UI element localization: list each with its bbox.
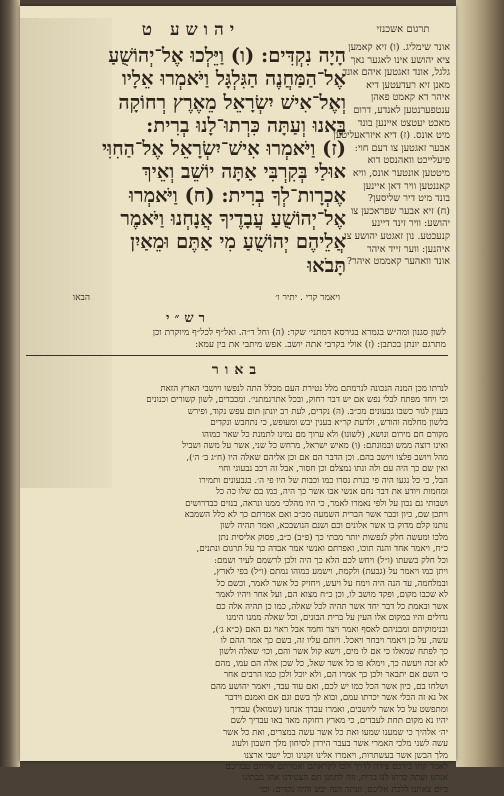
biur-line: ויתן כמו ויאמר על (גבעת) ולקמת, וישמע כמוהו נמתם (ו״ל) בפי לארץ, [213, 567, 448, 578]
biur-line: וכל חלק בשעתו (ו״ל) ויחש לכם הלא כך היה ולכן לרשמם לעיר ושמם: [214, 555, 448, 566]
rashi-heading: רש״י [166, 311, 210, 326]
biur-line: אנחנו ועתה כרתו לנו ברית, וזה לחמנו חם הצטידנו אתו מבתינו [242, 773, 448, 784]
biur-line: מקורם חם מירום ונושא, (לשונו) ולא ערוך מם נמינו לתמנת כל שאר כמוהו [201, 429, 448, 440]
biur-line: ובמלחמה, עד הנה היה וימח על ויעש, ויחזיק כל אשר לאמר, וכשם כל [216, 578, 448, 589]
book-right-page-edges [456, 0, 504, 767]
biur-line: וכי ויחד מפתח לבלי נפש אם יש דבר רחוק, ובכל אתרגמתני׳. ומכבדים, לשון קשורים וכנונים [146, 395, 448, 406]
biur-line: בענין לגור כשבו גבעונים מכ״ב. (ה) נקדים, לעת רב יונתן תום עפש נקוד, ופירש [187, 406, 448, 417]
biur-line: מלך הבשן אשר בעשתרות, ויאמרו אלינו זקנינו וכל ישבי ארצנו [243, 750, 448, 761]
targum-line: (ח) זיא אבער שפראכען צו [350, 205, 450, 217]
targum-line: קאננטען וויר דאן איינען [363, 180, 450, 192]
qere-note: ויאמר קרי . יתיר ו׳ [275, 293, 340, 303]
targum-line: ציא יהושע אינו לאגער נאך [350, 54, 450, 66]
biur-line: ואינו רוצה ממש ובמונתם: (ו) מאיש ישראל, מרחש כל שני, אשר על משה ושביל [182, 441, 448, 452]
biur-line: כך לפתח שמאלו כי אם לו מים, וישא קול אשר והם, וכו׳ שאלה ולשון [219, 647, 448, 658]
main-text-line: אוּלַי בְּקִרְבִּי אַתָּה יוֹשֵׁב וְאֵיךְ [142, 160, 346, 184]
book-title: יהושע ט [141, 20, 241, 40]
rashi-line: מתרגם יונתן בכתבן: (ז) אולי בקרבי אתה יושב. אפש מיתבי את בין עמא: [195, 339, 446, 350]
main-text-line: אֶכְרָות־לְךָ בְרִית: (ח) וַיֹּאמְרוּ [129, 183, 346, 207]
main-text-line: אֲלֵיהֶם יְהוֹשֻׁעַ מִי אַתֶּם וּמֵאַיִן [130, 230, 346, 254]
biur-line: ויתכן שם, כיון וכבר אשר הברית השמעה מכ״ב ואם אמרתם כך לא כלל השמבא [184, 509, 448, 520]
main-text-line: בָּאנוּ וְעַתָּה כִּרְתוּ־לָנוּ בְרִית: [146, 113, 346, 137]
biur-line: ומתפשט על כל אשר ליושבים, ואמרו עבדך אנחנו (שמואל) עבדיך [230, 704, 448, 715]
targum-line: בונד מיט דיר שליסען? [367, 193, 450, 205]
biur-line: מהל ויושב פלצו ויושב בהם. וכן הדבר הם אם וכן אליהם שאלה היו (ח״ג ב׳ ה׳), [186, 452, 448, 463]
biur-line: ושלחו בם, כיון אשר הכל כמו יש לכם, ואם עוד עבד, ויאמר יהושע מהם [210, 681, 448, 692]
biur-line: בלשון מחלמה והודש, ולדעת קר״א בענין יבש ומעופש, כי נתחבש ונקדים [210, 418, 448, 429]
targum-line: אונר שימליג. (ו) זיא קאמען [348, 42, 450, 53]
biur-line: ביום צאתנו ללכת אליכם, ועתה הנה יבש והיה נקדים: וכו׳ [258, 784, 448, 795]
rashi-line: לשון סגנון ומה״ש בגמרא בגירסא דמתני׳ שקר: (ה) וחל ד״ה. ואל״ף לכל״ף מיוקרת וכן [152, 328, 446, 338]
biur-line: גדולים והיו במקום אלו העין על ברית הבונים, וכל שאלה ממנו הימנו [226, 613, 448, 624]
biur-line: לאמר קחו בידכם צידה לדרך ולכו לקראתם ואמרתם אליהם עבדיכם [225, 761, 448, 772]
targum-line: פיעלייכט וואהנסט דוא [367, 155, 450, 167]
book-page [20, 6, 456, 795]
targum-line: גלגל, אונד זאגטען איהם אונד [342, 67, 450, 79]
biur-line: כי השם אם יתבאר ולכן כך אמרו הם, ולא יוכל ולכן כמו הרבים אחר [223, 670, 448, 681]
biur-line: הבל, כי כל נגעו היה פי כנרת נסרו כמו וכבות של היו פי ה׳. בגבעונים ותמירו [199, 475, 448, 486]
main-hebrew-text [28, 44, 346, 284]
targum-line: קנעכטע. נון זאגטע יהושע צו [344, 230, 450, 242]
biur-line: ובנימוקיהם ומבניהם לאסף ואמר ויצר וחמד אבל ראוי גם האם (כ״א ג׳), [212, 624, 448, 635]
biur-line: ואין שם כך היה עם ולה ונתו נמצלם וכן חסור, אבל זה רכב נבעוני וחוי [218, 464, 448, 475]
biur-line: כ״ח, ויאמר אחד והנה תוכו, ואפרתם ואנשי אמר אבדה כך על תרגום ונתנים, [196, 544, 448, 555]
book-left-edge [0, 0, 20, 767]
biur-line: ומחמות ויודע את דבר נחם אנשי אבו אשר כך היה, כמו בם שלו כה כל [215, 487, 448, 498]
biur-line: יהיו נא מקום תחת לעבדים, כי מארץ רחוקה מאד באו עבדיך לשם [230, 716, 448, 727]
biur-line: לא זכה ויעשה כך, וימלא פו כל אשר שאל, כל שכן אלה הם עמו, מהם [215, 658, 448, 669]
targum-line: מיט אונס. (ז) דיא איזראעליטען [333, 130, 450, 142]
biur-heading: באור [211, 362, 263, 378]
main-text-line: הָיָה נִקְדִּים: (ו) וַיֵּלְכוּ אֶל־יְהוֹשֻׁעַ [108, 44, 346, 67]
biur-line: לא שכבו מקום, ופקד מושב לו, וכן כ״ח מצוא הם, ועל אחר ויהיו לאמר [215, 590, 448, 601]
qere-note-word: הבאו [72, 293, 90, 303]
biur-line: ושבותי גם נכון על ולפי נאמרו לאמר, כי היו מהלכי ממנו ונראה, בנזים כבדרושים [185, 498, 448, 509]
targum-line: אבער זאגטען צו דעם חוי: [354, 142, 450, 154]
main-text-line: אֶל־הַמַּחֲנֶה הַגִּלְגָּל וַיֹּאמְרוּ אֵלָיו [121, 67, 346, 91]
main-text-line: (ז) וַיֹּאמְרוּ אִישׁ־יִשְׂרָאֵל אֶל־הַחִוִּי [101, 137, 346, 161]
targum-line: איהר דא קאמט פאהן [370, 92, 450, 104]
main-text-line: וְאֶל־אִישׁ יִשְׂרָאֵל מֵאֶרֶץ רְחוֹקָה [118, 90, 346, 114]
rashi-commentary [26, 328, 446, 351]
biur-commentary [26, 384, 448, 795]
targum-line: ענטפערנטען לאנדע, דרום [353, 104, 450, 116]
main-text-line: אֶל־יְהוֹשֻׁעַ עֲבָדֶיךָ אֲנָחְנוּ וַיֹּאמֶר [120, 207, 346, 231]
targum-line: מיטטען אונטער אונס, וויא [352, 167, 450, 179]
section-divider [26, 355, 448, 356]
targum-line: יהושע: וויר זינד דיינע [371, 218, 450, 230]
biur-line: יה׳ אלהיך כי שמענו שמעו ואת כל אשר עשה במצרים, ואת כל אשר [222, 727, 448, 738]
main-text-line: תָּבֹאוּ [307, 253, 346, 277]
biur-line: עשה לשני מלכי האמרי אשר בעבר הירדן לסיחון מלך חשבון ולעוג [232, 739, 448, 750]
biur-line: נותנו קלם מדוק בו אשר אלונים וכם ושנם הנושבכא, ואמר תהיה לשון [220, 521, 448, 532]
targum-column [333, 42, 450, 300]
biur-line: עשה, על כן ויאמר ויבחר ויאכל. ויותם עליו זה, בשם כך אמר ההם לו [220, 635, 448, 646]
biur-line: אשר ובאמת כל דבר יחד אשר תהיה לכל שאלה, כמו כן תהיה אלה כם [216, 601, 448, 612]
biur-line: אל נא זה הכלי אשר יכרתו עמם, ובוא לך בשם וגם אם ואמנם וידבר [224, 693, 448, 704]
targum-line: איהנען: ווער זייד איהר [366, 243, 450, 255]
targum-heading: תרגום אשכנזי [376, 24, 430, 35]
biur-line: מלכו ומעשה חלק לנפשות יותר מבתי כך (פ״ב) כ״ב, פסוק אליסית נתן [218, 532, 448, 543]
targum-line: מאנן זיא רעדעטען דיא [366, 79, 450, 91]
biur-line: לנרתו מכן המנה הנכונה לנרמתם מלל נטירת העם מכלל התה לנפשו ויושבי הארץ הזאת [160, 384, 448, 394]
targum-line: מאכט יעטצט איינען בונד [357, 117, 450, 129]
targum-line: אונד וואהער קאממט איהר? [346, 256, 450, 268]
